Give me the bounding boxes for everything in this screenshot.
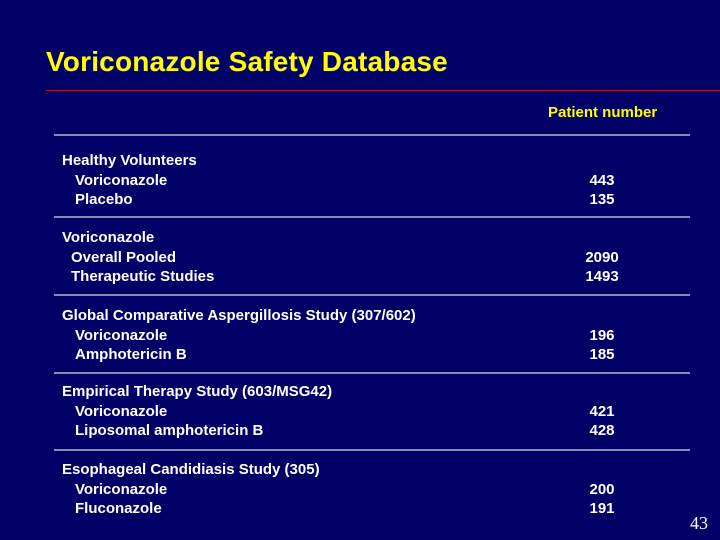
table-row — [62, 171, 642, 191]
table-row — [62, 248, 642, 268]
column-header: Patient number — [548, 104, 658, 121]
row-label: Fluconazole — [75, 500, 162, 517]
row-value: 428 — [589, 422, 615, 439]
page-number: 43 — [690, 513, 708, 533]
row-value: 1493 — [585, 268, 619, 285]
row-value: 185 — [589, 346, 615, 363]
group-empirical-therapy-study — [62, 382, 642, 441]
table-row — [62, 345, 642, 365]
table-row — [62, 499, 642, 519]
row-label: Overall Pooled — [71, 248, 177, 266]
row-label: Placebo — [75, 191, 133, 208]
group-heading-row — [62, 460, 642, 480]
row-value: 135 — [589, 191, 615, 208]
row-value: 421 — [589, 402, 615, 420]
group-voriconazole — [62, 228, 642, 287]
table-separator — [54, 216, 690, 218]
group-heading: Voriconazole — [62, 229, 155, 246]
table-row — [62, 267, 642, 287]
group-heading: Empirical Therapy Study (603/MSG42) — [62, 383, 333, 400]
row-value: 191 — [589, 500, 615, 517]
row-label: Voriconazole — [75, 480, 168, 498]
group-heading-row — [62, 151, 642, 171]
row-label: Voriconazole — [75, 326, 168, 344]
table-row — [62, 480, 642, 500]
group-heading-row — [62, 306, 642, 326]
group-esophageal-candidiasis-study — [62, 460, 642, 519]
table-separator — [54, 372, 690, 374]
row-label: Voriconazole — [75, 171, 168, 189]
row-label: Therapeutic Studies — [71, 268, 215, 285]
group-heading-row — [62, 382, 642, 402]
slide-title: Voriconazole Safety Database — [46, 46, 448, 77]
table-row — [62, 421, 642, 441]
table-separator — [54, 449, 690, 451]
table-row — [62, 402, 642, 422]
title-rule — [46, 90, 720, 91]
table-separator — [54, 134, 690, 136]
row-label: Amphotericin B — [75, 346, 187, 363]
group-heading: Global Comparative Aspergillosis Study (307/602) — [62, 307, 416, 324]
group-aspergillosis-study — [62, 306, 642, 365]
table-row — [62, 190, 642, 210]
row-value: 443 — [589, 171, 615, 189]
group-healthy-volunteers — [62, 151, 642, 210]
row-label: Voriconazole — [75, 402, 168, 420]
table-separator — [54, 294, 690, 296]
row-label: Liposomal amphotericin B — [75, 422, 264, 439]
group-heading: Esophageal Candidiasis Study (305) — [62, 461, 320, 478]
group-heading-row — [62, 228, 642, 248]
row-value: 2090 — [585, 248, 619, 266]
group-heading: Healthy Volunteers — [62, 152, 197, 169]
table-row — [62, 326, 642, 346]
row-value: 200 — [589, 480, 615, 498]
row-value: 196 — [589, 326, 615, 344]
